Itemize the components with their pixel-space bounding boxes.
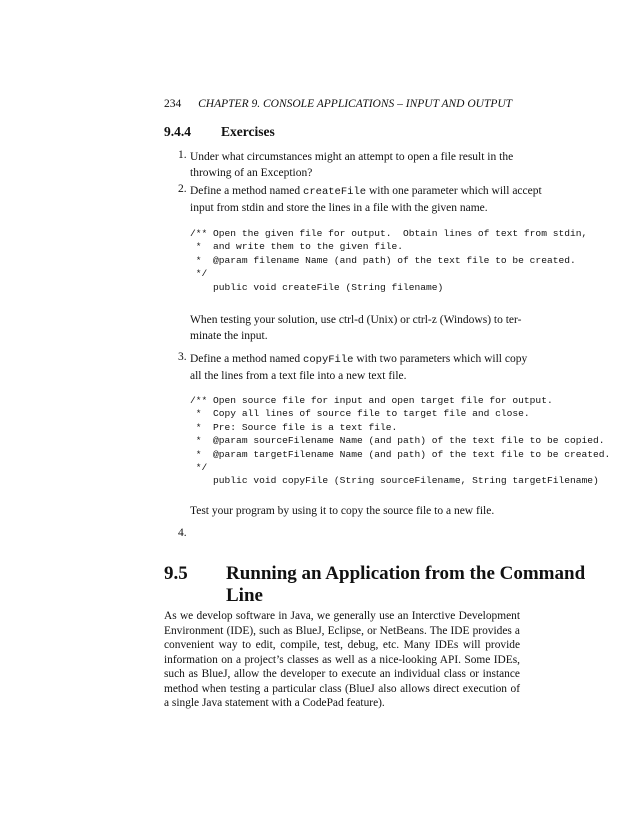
section-heading xyxy=(164,563,585,607)
code-line: * @param targetFilename Name (and path) of the text file to be created. xyxy=(190,448,611,460)
method-name-copyFile: copyFile xyxy=(303,354,354,366)
running-header xyxy=(164,98,512,110)
exercise-2-line-1: Define a method named createFile with one parameter which will accept xyxy=(190,185,542,198)
subsection-title: Exercises xyxy=(221,124,275,139)
page-number: 234 xyxy=(164,98,182,110)
exercise-3-line-2: all the lines from a text file into a new text file. xyxy=(190,370,407,382)
section-paragraph: As we develop software in Java, we generally use an Interctive Development Environment (IDE), such as BlueJ, Eclipse, or NetBeans. The IDE provides a convenient way to edit, compile, test, debug, etc. Many IDEs will provide information on a project’s classes as well as a nice-looking API. Some IDEs, such as BlueJ, allow the developer to execute an individual class or instance method when testing a particular class (BlueJ also allows direct execution of a single Java statement with a CodePad feature). xyxy=(164,610,520,709)
code-line: /** Open the given file for output. Obtain lines of text from stdin, xyxy=(190,228,588,239)
exercise-1-number: 1. xyxy=(178,149,187,161)
code-line: */ xyxy=(190,268,208,280)
exercise-2-line-2: input from stdin and store the lines in a file with the given name. xyxy=(190,202,488,214)
code-line: * Pre: Source file is a text file. xyxy=(190,421,398,433)
subsection-number: 9.4.4 xyxy=(164,124,191,139)
chapter-title: CHAPTER 9. CONSOLE APPLICATIONS – INPUT AND OUTPUT xyxy=(198,98,513,110)
subsection-heading xyxy=(164,124,275,140)
exercise-3-note: Test your program by using it to copy the source file to a new file. xyxy=(190,505,495,517)
exercise-2-number: 2. xyxy=(178,183,187,195)
exercise-2-text xyxy=(190,183,542,216)
exercise-3-line-1: Define a method named copyFile with two parameters which will copy xyxy=(190,353,528,366)
section-title-line-2: Line xyxy=(226,585,263,606)
exercise-4-number: 4. xyxy=(178,527,187,539)
code-line: public void createFile (String filename) xyxy=(190,281,444,293)
code-line: public void copyFile (String sourceFilename, String targetFilename) xyxy=(190,475,599,487)
exercise-3-number: 3. xyxy=(178,351,187,363)
code-line: /** Open source file for input and open target file for output. xyxy=(190,395,553,406)
exercise-2-note: When testing your solution, use ctrl-d (Unix) or ctrl-z (Windows) to ter- minate the input. xyxy=(190,314,522,342)
section-title-line-1: Running an Application from the Command xyxy=(226,563,586,584)
exercise-1-line-1: Under what circumstances might an attempt to open a file result in the xyxy=(190,151,514,163)
code-line: * Copy all lines of source file to target file and close. xyxy=(190,408,530,420)
exercise-3-text xyxy=(190,351,527,384)
code-block-createFile xyxy=(190,227,587,294)
code-line: * @param sourceFilename Name (and path) of the text file to be copied. xyxy=(190,435,605,447)
code-line: * and write them to the given file. xyxy=(190,241,404,253)
exercise-1-line-2: throwing of an Exception? xyxy=(190,167,313,179)
method-name-createFile: createFile xyxy=(303,186,367,198)
exercise-1-text xyxy=(190,149,513,181)
code-line: */ xyxy=(190,462,208,474)
section-number: 9.5 xyxy=(164,563,188,584)
code-line: * @param filename Name (and path) of the text file to be created. xyxy=(190,254,576,266)
code-block-copyFile xyxy=(190,394,610,488)
